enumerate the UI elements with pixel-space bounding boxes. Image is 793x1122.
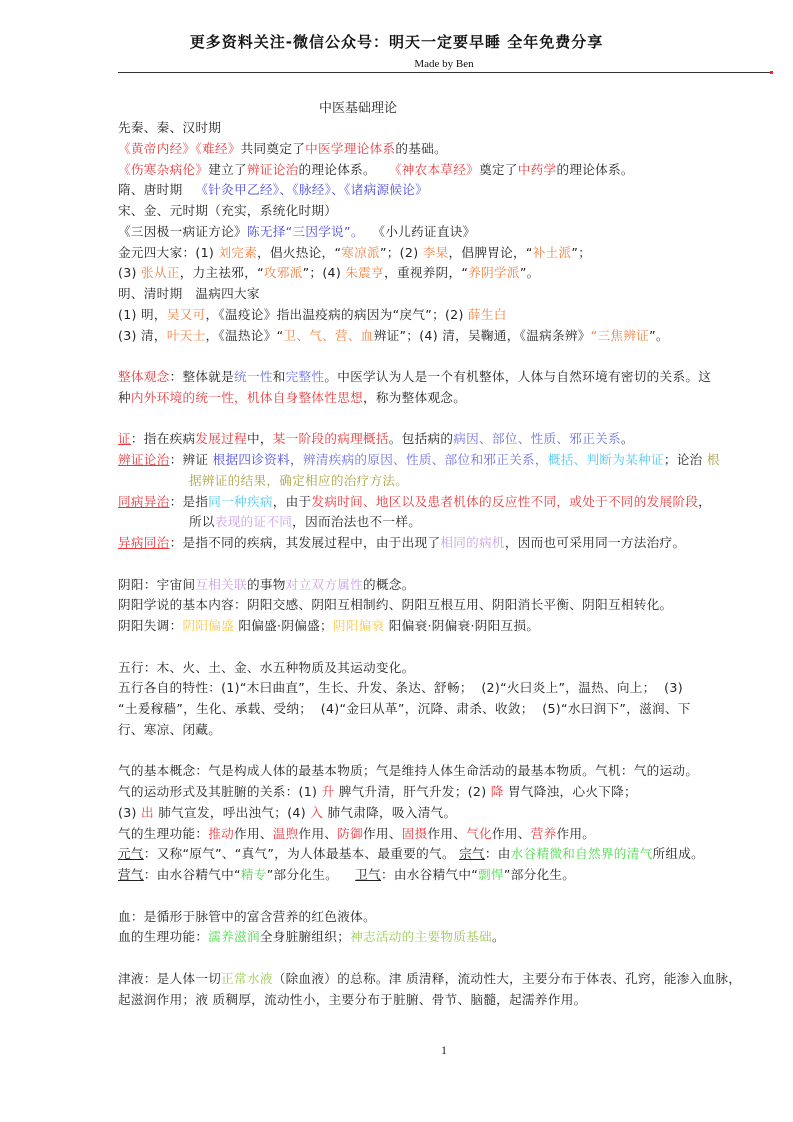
text-line: [118, 678, 786, 699]
highlighted-term: 根: [706, 452, 720, 467]
text-segment: 。: [620, 431, 634, 447]
highlighted-term: 《神农本草经》: [388, 161, 480, 177]
text-line: [118, 907, 786, 928]
text-line: [118, 243, 786, 264]
highlighted-term: 某一阶段的病理概括: [272, 431, 389, 447]
highlighted-term: 发病时间、地区以及患者机体的反应性不同，或处于不同的发展阶段: [311, 493, 699, 509]
highlighted-term: 朱震亨: [345, 265, 385, 281]
text-line: [118, 616, 786, 637]
text-segment: 金元四大家：(1): [118, 244, 219, 260]
highlighted-term: 正常水液: [221, 970, 273, 986]
text-segment: (3): [118, 804, 142, 820]
text-segment: 血的生理功能：: [118, 929, 209, 945]
blank-line: [118, 637, 786, 658]
highlighted-term: 卫、气、营、血: [283, 327, 374, 343]
text-segment: ，称为整体观念。: [363, 389, 467, 405]
blank-line: [118, 741, 786, 762]
text-line: [118, 180, 786, 201]
text-segment: 宋、金、元时期（充实，系统化时期）: [118, 203, 338, 218]
highlighted-term: 概括、判断为某种证: [547, 452, 664, 467]
text-line: [118, 429, 786, 450]
text-segment: ”；(2): [379, 244, 423, 260]
highlighted-term: “三焦辨证: [590, 327, 650, 343]
text-line: [118, 263, 786, 284]
text-line: [118, 844, 786, 865]
text-segment: 行、寒凉、闭藏。: [118, 721, 222, 737]
blank-line: [118, 409, 786, 430]
highlighted-term: 攻邪派: [263, 265, 303, 281]
highlighted-term: 叶天士: [166, 327, 206, 343]
highlighted-term: 剽悍: [478, 867, 504, 882]
blank-line: [118, 346, 786, 367]
highlighted-term: 吴又可: [166, 306, 206, 322]
text-segment: 所以: [189, 514, 215, 530]
text-line: [118, 658, 786, 679]
text-segment: 阴阳失调：: [118, 618, 183, 633]
text-segment: 先秦、秦、汉时期: [118, 120, 222, 135]
text-segment: 。包括病的: [388, 431, 454, 447]
text-segment: 作用、: [363, 825, 402, 841]
text-segment: 阴阳：宇宙间: [118, 576, 196, 592]
highlighted-term: 神志活动的主要物质基础: [350, 929, 492, 945]
text-segment: 。: [491, 929, 505, 945]
highlighted-term: 整体观念: [118, 369, 170, 384]
blank-line: [118, 948, 786, 969]
highlighted-term: 阴阳偏衰: [332, 618, 385, 633]
text-segment: ，重视养阴，“: [384, 265, 469, 281]
text-segment: 起滋润作用；液 质稠厚，流动性小，主要分布于脏腑、骨节、脑髓，起濡养作用。: [118, 991, 587, 1007]
text-segment: 津液：是人体一切: [118, 970, 222, 986]
text-segment: 血：是循形于脉管中的富含营养的红色液体。: [118, 908, 376, 924]
text-segment: 阴阳学说的基本内容：阴阳交感、阴阳互相制约、阴阳互根互用、阴阳消长平衡、阴阳互相转化。: [118, 597, 673, 613]
highlighted-term: 推动: [208, 825, 235, 841]
highlighted-term: 降: [490, 784, 504, 799]
header-dot-mark: [770, 71, 773, 74]
text-segment: 。中医学认为人是一个有机整体，人体与自然环境有密切的关系。这: [324, 369, 712, 384]
highlighted-term: 补土派: [532, 244, 572, 260]
highlighted-term: 入: [310, 804, 324, 820]
text-segment: ：是指: [169, 493, 209, 509]
text-segment: 共同奠定了: [240, 140, 306, 156]
text-segment: ：由: [484, 846, 511, 862]
text-segment: ，倡火热论，“: [257, 244, 342, 260]
text-segment: ”部分化生。: [266, 867, 356, 882]
text-segment: 作用、: [492, 825, 531, 841]
highlighted-term: 濡养滋润: [208, 929, 260, 945]
term-heading: 卫气: [355, 867, 381, 882]
highlighted-term: 固摄: [401, 825, 428, 841]
text-line: [118, 222, 786, 243]
highlighted-term: 完整性: [285, 369, 325, 384]
text-segment: 肺气肃降，吸入清气。: [323, 804, 457, 820]
text-segment: 的理论体系。: [556, 161, 634, 177]
highlighted-term: 中医学理论体系: [305, 140, 396, 156]
highlighted-term: 阴阳偏盛: [182, 618, 235, 633]
text-line: [118, 450, 786, 471]
highlighted-term: 表现的证不同: [214, 514, 293, 530]
text-line: [118, 761, 786, 782]
text-segment: ：由水谷精气中“: [381, 867, 479, 882]
text-segment: 的理论体系。: [298, 161, 389, 177]
highlighted-term: 陈无择“三因学说”。: [246, 223, 364, 239]
highlighted-term: 刘完素: [218, 244, 258, 260]
text-line: [118, 284, 786, 305]
text-segment: ，: [698, 493, 712, 509]
text-segment: “土爰稼穑”，生化、承载、受纳； (4)“金曰从革”，沉降、肃杀、收敛； (5)“水曰润下”，滋润、下: [118, 701, 691, 716]
highlighted-term: 升: [321, 784, 335, 799]
text-segment: 中，: [246, 431, 273, 447]
highlighted-term: 病因、部位、性质、邪正关系: [453, 431, 621, 447]
text-segment: （除血液）的总称。津 质清释，流动性大，主要分布于体表、孔窍，能渗入血脉，: [272, 970, 742, 986]
text-line: [118, 139, 786, 160]
text-line: [118, 990, 786, 1011]
text-segment: 隋、唐时期: [118, 182, 196, 198]
term-heading: 同病异治: [118, 493, 170, 509]
term-heading: 辨证论治: [118, 452, 170, 467]
term-heading: 宗气: [459, 846, 485, 862]
text-segment: 五行：木、火、土、金、水五种物质及其运动变化。: [118, 659, 415, 675]
text-line: [118, 118, 786, 139]
text-segment: 和: [272, 369, 286, 384]
term-heading: 元气: [118, 846, 144, 862]
text-line: [118, 492, 786, 513]
text-segment: 的概念。: [363, 576, 415, 592]
text-segment: 五行各自的特性：(1)“木曰曲直”，生长、升发、条达、舒畅； (2)“火曰炎上”，温热、向上； (3): [118, 680, 683, 696]
highlighted-term: 辨证论治: [246, 161, 299, 177]
highlighted-term: 李杲: [422, 244, 449, 260]
document-title: 中医基础理论: [318, 101, 397, 116]
text-segment: 气的基本概念：气是构成人体的最基本物质；气是维持人体生命活动的最基本物质。气机：气的运动。: [118, 763, 699, 779]
text-segment: 建立了: [208, 161, 247, 177]
text-line: [118, 367, 786, 388]
text-segment: 阳偏盛·阴偏盛；: [234, 618, 333, 633]
text-line: [118, 699, 786, 720]
text-segment: ”。: [649, 327, 669, 343]
term-heading: 营气: [118, 867, 144, 882]
text-line: [118, 865, 786, 886]
text-segment: 辨证”；(4) 清，吴鞠通，《温病条辨》: [373, 327, 591, 343]
highlighted-term: 统一性: [234, 369, 273, 384]
text-segment: ，由于: [272, 493, 312, 509]
text-line: [118, 305, 786, 326]
text-segment: 《三因极一病证方论》: [118, 223, 247, 239]
highlighted-term: 中药学: [517, 161, 557, 177]
text-segment: 奠定了: [479, 161, 518, 177]
blank-line: [118, 554, 786, 575]
highlighted-term: 对立双方属性: [285, 576, 364, 592]
highlighted-term: 根据四诊资料，: [212, 452, 303, 467]
text-segment: 阳偏衰·阴偏衰·阴阳互损。: [384, 618, 540, 633]
text-segment: ，因而治法也不一样。: [292, 514, 422, 530]
highlighted-term: 水谷精微和自然界的清气: [510, 846, 653, 862]
text-segment: 的基础。: [395, 140, 447, 156]
text-line: [118, 720, 786, 741]
text-line: [118, 326, 786, 347]
text-line: [118, 388, 786, 409]
highlighted-term: 相同的病机: [440, 535, 505, 550]
text-segment: ；论治: [663, 452, 707, 467]
text-segment: 气的运动形式及其脏腑的关系：(1): [118, 784, 322, 799]
text-segment: 种: [118, 389, 131, 405]
highlighted-term: 防御: [337, 825, 364, 841]
text-segment: (3) 清，: [118, 327, 167, 343]
text-line: [118, 969, 786, 990]
text-segment: 作用。: [556, 825, 596, 841]
highlighted-term: 发展过程: [195, 431, 247, 447]
text-segment: 气的生理功能：: [118, 825, 209, 841]
text-line: [118, 927, 786, 948]
page-number: 1: [441, 1043, 447, 1057]
highlighted-term: 《针灸甲乙经》、《脉经》、《诸病源候论》: [195, 182, 429, 198]
text-segment: ：指在疾病: [130, 431, 196, 447]
blank-line: [118, 886, 786, 907]
text-segment: ：由水谷精气中“: [143, 867, 241, 882]
text-line: [118, 824, 786, 845]
text-segment: ：又称“原气”、“真气”，为人体最基本、最重要的气。: [143, 846, 460, 862]
text-segment: 胃气降浊，心火下降；: [503, 784, 637, 799]
text-segment: ：整体就是: [169, 369, 235, 384]
highlighted-term: 温煦: [272, 825, 299, 841]
highlighted-term: 养阴学派: [468, 265, 520, 281]
text-line: [118, 803, 786, 824]
term-heading: 异病同治: [118, 535, 170, 550]
highlighted-term: 内外环境的统一性，机体自身整体性思想: [130, 389, 363, 405]
text-segment: ，《温热论》“: [205, 327, 284, 343]
header-banner: 更多资料关注-微信公众号：明天一定要早睡 全年免费分享: [189, 33, 604, 51]
text-segment: ：是指不同的疾病，其发展过程中，由于出现了: [169, 535, 441, 550]
text-line: [118, 512, 786, 533]
text-line: [118, 575, 786, 596]
text-line: [118, 595, 786, 616]
document-body: [118, 118, 786, 1010]
text-segment: (1) 明，: [118, 306, 167, 322]
highlighted-term: 气化: [466, 825, 492, 841]
text-segment: 脾气升清，肝气升发；(2): [334, 784, 491, 799]
text-segment: ，倡脾胃论，“: [448, 244, 533, 260]
text-line: [118, 471, 786, 492]
text-segment: 明、清时期 温病四大家: [118, 286, 260, 301]
highlighted-term: 出: [141, 804, 154, 820]
text-segment: 肺气宣发，呼出浊气；(4): [153, 804, 311, 820]
highlighted-term: 辨清疾病的原因、性质、部位和邪正关系，: [302, 452, 548, 467]
text-segment: (3): [118, 265, 142, 281]
highlighted-term: 营养: [530, 825, 557, 841]
highlighted-term: 同一种疾病: [208, 493, 273, 509]
text-segment: ：辨证: [169, 452, 213, 467]
highlighted-term: 互相关联: [195, 576, 247, 592]
text-segment: ，《温疫论》指出温疫病的病因为“戾气”；(2): [205, 306, 469, 322]
text-segment: 作用、: [427, 825, 467, 841]
text-segment: ”；(4): [302, 265, 346, 281]
text-line: [118, 533, 786, 554]
highlighted-term: 《黄帝内经》《难经》: [118, 140, 241, 156]
highlighted-term: 张从正: [141, 265, 180, 281]
text-segment: ”。: [519, 265, 540, 281]
text-segment: 作用、: [298, 825, 338, 841]
highlighted-term: 精专: [240, 867, 267, 882]
made-by-label: Made by Ben: [414, 58, 474, 70]
text-line: [118, 201, 786, 222]
highlighted-term: 据辨证的结果，确定相应的治疗方法。: [189, 472, 409, 488]
highlighted-term: 薛生白: [468, 306, 507, 322]
text-segment: ，力主祛邪，“: [179, 265, 264, 281]
term-heading: 证: [118, 431, 131, 447]
text-segment: 《小儿药证直诀》: [363, 223, 476, 239]
text-segment: ，因而也可采用同一方法治疗。: [504, 535, 686, 550]
highlighted-term: 寒凉派: [341, 244, 380, 260]
text-segment: 所组成。: [652, 846, 705, 862]
text-line: [118, 160, 786, 181]
text-segment: 作用、: [234, 825, 273, 841]
text-segment: 的事物: [246, 576, 286, 592]
text-segment: ”部分化生。: [503, 867, 576, 882]
header-divider: [118, 72, 770, 73]
text-line: [118, 782, 786, 803]
highlighted-term: 《伤寒杂病伦》: [118, 161, 209, 177]
text-segment: ”；: [571, 244, 592, 260]
text-segment: 全身脏腑组织；: [259, 929, 351, 945]
